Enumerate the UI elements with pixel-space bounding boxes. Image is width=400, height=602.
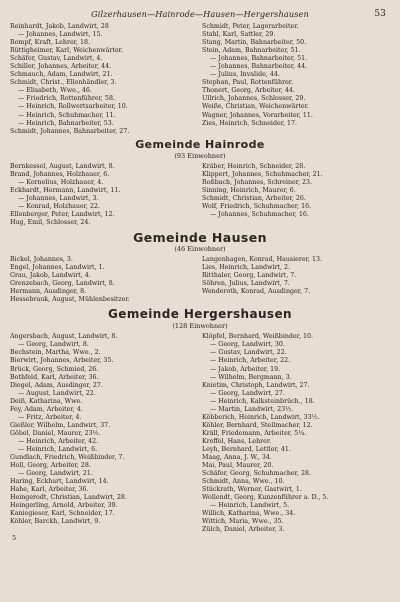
- directory-entry: — Heinrich, Kalksteinbrüch., 18.: [210, 397, 315, 405]
- directory-entry: Klippert, Johannes, Schuhmacher, 21.: [202, 170, 323, 178]
- directory-entry: — Wilhelm, Bergmann, 3.: [210, 373, 292, 381]
- directory-entry: — Gustav, Landwirt, 22.: [210, 349, 287, 357]
- running-title: Gilzerhausen—Hainrode—Hausen—Hergershausen: [91, 9, 309, 19]
- directory-entry: Schmidt, Peter, Lagerarbeiter.: [202, 23, 299, 30]
- directory-entry: Deiß, Katharina, Wwe.: [10, 397, 83, 405]
- directory-entry: — Elisabeth, Wwe., 46.: [18, 87, 92, 95]
- section-title-hergershausen: Gemeinde Hergershausen: [108, 307, 292, 322]
- directory-entry: Göbel, Daniel, Maurer, 23½.: [10, 429, 101, 437]
- directory-entry: Kräll, Friedemann, Arbeiter, 5¼.: [202, 429, 307, 437]
- directory-entry: Heingerling, Arnold, Arbeiter, 39.: [10, 502, 118, 510]
- directory-entry: — Heinrich, Schuhmacher, 11.: [18, 111, 116, 119]
- directory-entry: — Friedrich, Rottenführer, 58.: [18, 95, 115, 103]
- right-column: [202, 333, 390, 534]
- directory-entry: Wollendt, Georg, Kunzenführer a. D., 5.: [202, 494, 329, 502]
- directory-entry: Haring, Eckhart, Landwirt, 14.: [10, 478, 109, 486]
- directory-entry: — Julius, Invalide, 44.: [210, 71, 280, 79]
- section-subtitle-hausen: (46 Einwohner): [174, 245, 226, 254]
- directory-entry: Rompf, Kraft, Lehrer, 18.: [10, 39, 91, 47]
- directory-entry: — Georg, Landwirt, 30.: [210, 341, 285, 349]
- left-column: [10, 333, 198, 534]
- left-column: [10, 23, 198, 136]
- directory-entry: Bierwirt, Johannes, Arbeiter, 35.: [10, 357, 114, 365]
- right-column: [202, 23, 390, 136]
- directory-entry: Hermann, Ausdinger, 8.: [10, 288, 87, 296]
- signature-mark: 5: [12, 534, 17, 543]
- directory-entry: Langenhagen, Konrad, Hausierer, 13.: [202, 256, 322, 264]
- directory-entry: Brück, Georg, Schmied, 26.: [10, 365, 99, 373]
- directory-entry: — Johannes, Bahnarbeiter, 44.: [210, 63, 308, 71]
- directory-entry: Maag, Anna, J. W., 34.: [202, 454, 272, 462]
- page-header: [10, 5, 390, 23]
- directory-entry: Hug, Emil, Schlosser, 24.: [10, 218, 91, 226]
- directory-entry: Klöpfel, Bernhard, Weißbinder, 10.: [202, 333, 313, 341]
- directory-entry: Lies, Heinrich, Landwirt, 2.: [202, 264, 291, 272]
- directory-entry: — Johannes, Schuhmacher, 16.: [210, 210, 309, 218]
- directory-entry: — Johannes, Landwirt, 15.: [18, 31, 103, 39]
- directory-entry: Schmidt, Christ., Ellenhändler, 3.: [10, 79, 117, 87]
- directory-entry: Eckhardt, Hermann, Landwirt, 11.: [10, 186, 121, 194]
- directory-entry: Sinning, Heinrich, Maurer, 6.: [202, 186, 296, 194]
- directory-entry: Schäfer, Gustav, Landwirt, 4.: [10, 55, 103, 63]
- section-gilserhausen-continued: [10, 23, 390, 136]
- directory-entry: Gundlach, Friedrich, Weißbinder, 7.: [10, 454, 125, 462]
- directory-entry: Schmidt, Christian, Arbeiter, 26.: [202, 194, 306, 202]
- directory-entry: — Johannes, Bahnarbeiter, 51.: [210, 55, 308, 63]
- directory-entry: — Konrad, Holzhauer, 22.: [18, 202, 101, 210]
- directory-entry: Angersbach, August, Landwirt, 8.: [10, 333, 118, 341]
- directory-entry: Brand, Johannes, Holzhauer, 6.: [10, 170, 110, 178]
- directory-entry: Engel, Johannes, Landwirt, 1.: [10, 264, 105, 272]
- directory-entry: Schiller, Johannes, Arbeiter, 44.: [10, 63, 112, 71]
- directory-entry: — Kornelius, Holzhauer, 4.: [18, 178, 104, 186]
- directory-entry: — Johannes, Landwirt, 3.: [18, 194, 99, 202]
- directory-entry: Wagner, Johannes, Vorarbeiter, 11.: [202, 111, 313, 119]
- directory-entry: Kreffel, Hans, Lehrer.: [202, 437, 272, 445]
- directory-entry: Thonert, Georg, Arbeiter, 44.: [202, 87, 295, 95]
- directory-entry: Fey, Adam, Arbeiter, 4.: [10, 405, 83, 413]
- directory-entry: — Heinrich, Arbeiter, 42.: [18, 437, 99, 445]
- directory-entry: Wenderoth, Konrad, Ausdinger, 7.: [202, 288, 311, 296]
- directory-entry: Stang, Martin, Bahnarbeiter, 50.: [202, 39, 307, 47]
- directory-entry: Bickel, Johannes, 3.: [10, 256, 73, 264]
- directory-entry: Zülch, Daniel, Arbeiter, 3.: [202, 526, 285, 534]
- directory-entry: Schmidt, Anna, Wwe., 10.: [202, 478, 285, 486]
- directory-entry: Schmidt, Johannes, Bahnarbeiter, 27.: [10, 127, 130, 135]
- section-hausen: [10, 256, 390, 304]
- directory-entry: Ellenberger, Peter, Landwirt, 12.: [10, 210, 115, 218]
- left-column: [10, 163, 198, 227]
- directory-entry: Heingerodt, Christian, Landwirt, 28.: [10, 494, 127, 502]
- directory-entry: Holl, Georg, Arbeiter, 28.: [10, 462, 91, 470]
- directory-entry: Stephan, Paul, Rottenführer.: [202, 79, 294, 87]
- directory-entry: Reinhardt, Jakob, Landwirt, 28: [10, 23, 109, 30]
- directory-entry: — Heinrich, Landwirt, 5.: [210, 502, 290, 510]
- directory-entry: Bechstein, Martha, Wwe., 2.: [10, 349, 101, 357]
- section-title-hausen: Gemeinde Hausen: [133, 230, 267, 246]
- directory-entry: Wittich, Maria, Wwe., 35.: [202, 518, 284, 526]
- directory-entry: Köbberich, Heinrich, Landwirt, 33½.: [202, 413, 320, 421]
- directory-entry: Stein, Adam, Bahnarbeiter, 51.: [202, 47, 301, 55]
- section-hergershausen: [10, 333, 390, 534]
- directory-entry: — Fritz, Arbeiter, 4.: [18, 413, 82, 421]
- directory-entry: Schmauch, Adam, Landwirt, 21.: [10, 71, 113, 79]
- directory-entry: Grau, Jakob, Landwirt, 4.: [10, 272, 91, 280]
- directory-entry: Roßbach, Johannes, Schreiner, 23.: [202, 178, 313, 186]
- directory-entry: — Jakob, Arbeiter, 19.: [210, 365, 281, 373]
- directory-entry: Kräber, Heinrich, Schneider, 28.: [202, 162, 306, 170]
- section-subtitle-hainrode: (93 Einwohner): [174, 151, 226, 160]
- directory-entry: — August, Landwirt, 22.: [18, 389, 96, 397]
- directory-entry: Stahl, Karl, Sattler, 29.: [202, 31, 276, 39]
- right-column: [202, 163, 390, 227]
- directory-entry: Grenzebach, Georg, Landwirt, 8.: [10, 280, 115, 288]
- directory-entry: Köhler, Barckh, Landwirt, 9.: [10, 518, 101, 526]
- directory-entry: — Georg, Landwirt, 8.: [18, 341, 89, 349]
- directory-entry: — Heinrich, Arbeiter, 22.: [210, 357, 291, 365]
- directory-entry: Rüttigheimer, Karl, Weichenwärter.: [10, 47, 123, 55]
- directory-entry: Wolf, Friedrich, Schuhmacher, 16.: [202, 202, 312, 210]
- directory-entry: Bornkessel, August, Landwirt, 8.: [10, 162, 115, 170]
- section-subtitle-hergershausen: (128 Einwohner): [172, 322, 228, 331]
- directory-entry: Köhler, Bernhard, Stellmacher, 12.: [202, 421, 313, 429]
- directory-entry: Hessebrauk, August, Mühlenbesitzer.: [10, 296, 130, 304]
- directory-entry: Hahe, Karl, Arbeiter, 36.: [10, 486, 89, 494]
- directory-entry: Zies, Heinrich, Schneider, 17.: [202, 119, 298, 127]
- directory-entry: — Georg, Landwirt, 21.: [18, 470, 93, 478]
- directory-entry: — Heinrich, Bahnarbeiter, 53.: [18, 119, 114, 127]
- directory-entry: Stückrath, Werner, Gastwirt, 1.: [202, 486, 302, 494]
- directory-entry: Kaniegieser, Karl, Schneider, 17.: [10, 510, 115, 518]
- directory-entry: Ritthaler, Georg, Landwirt, 7.: [202, 272, 297, 280]
- left-column: [10, 256, 198, 304]
- directory-entry: Willich, Katharina, Wwe., 34.: [202, 510, 296, 518]
- section-hainrode: [10, 163, 390, 227]
- directory-entry: — Georg, Landwirt, 27.: [210, 389, 285, 397]
- directory-entry: Söhren, Julius, Landwirt, 7.: [202, 280, 290, 288]
- right-column: [202, 256, 390, 304]
- section-title-hainrode: Gemeinde Hainrode: [135, 137, 265, 151]
- directory-entry: Gießler, Wilhelm, Landwirt, 37.: [10, 421, 111, 429]
- directory-entry: Diegel, Adam, Ausdinger, 27.: [10, 381, 103, 389]
- page-number: 53: [374, 9, 386, 19]
- directory-entry: Knietim, Christoph, Landwirt, 27.: [202, 381, 310, 389]
- directory-entry: Weiße, Christian, Weichenwärter.: [202, 103, 309, 111]
- directory-entry: Leyh, Bernhard, Lettler, 41.: [202, 445, 291, 453]
- directory-entry: Mai, Paul, Maurer, 20.: [202, 462, 274, 470]
- directory-entry: Schäfer, Georg, Schuhmacher, 28.: [202, 470, 311, 478]
- directory-entry: — Martin, Landwirt, 23½.: [210, 405, 294, 413]
- directory-entry: Bothfeld, Karl, Arbeiter, 36.: [10, 373, 99, 381]
- directory-entry: — Heinrich, Rollwertsarbeiter, 10.: [18, 103, 128, 111]
- directory-entry: Ullrich, Johannes, Schlosser, 29.: [202, 95, 306, 103]
- directory-entry: — Heinrich, Landwirt, 6.: [18, 445, 98, 453]
